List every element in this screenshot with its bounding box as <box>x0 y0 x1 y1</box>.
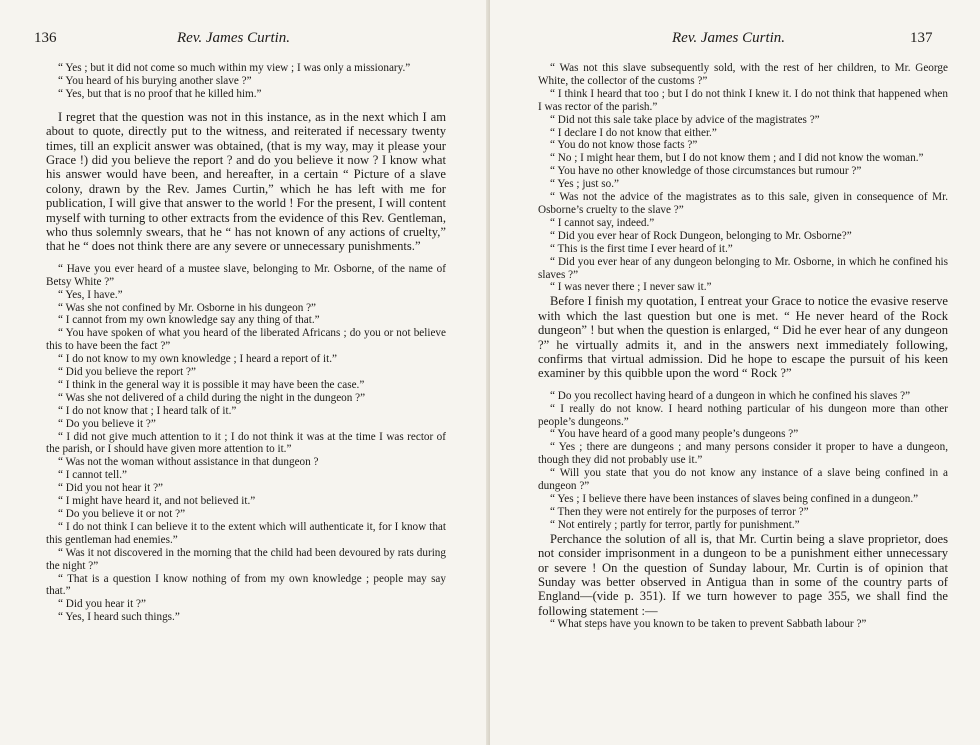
testimony-line: “ I do not know that ; I heard talk of it.” <box>58 404 237 417</box>
page-number: 136 <box>34 30 57 46</box>
testimony-line: “ Did you ever hear of any dungeon belonging to Mr. Osborne, in which he confined his slaves ?” <box>538 255 948 281</box>
testimony-line: “ Do you believe it or not ?” <box>58 508 186 520</box>
testimony-line: “ You heard of his burying another slave ?” <box>58 74 252 87</box>
testimony-line: “ Was not this slave subsequently sold, with the rest of her children, to Mr. George White, the collector of the customs ?” <box>538 62 948 87</box>
testimony-line: “ I do not think I can believe it to the extent which will authenticate it, for I know that this gentleman had enemies.” <box>46 520 446 546</box>
testimony-line: “ I did not give much attention to it ; I do not think it was at the time I was rector of the parish, or I should have given more attention to it.” <box>46 430 446 456</box>
body-paragraph: I regret that the question was not in this instance, as in the next which I am about to quote, directly put to the witness, and reiterated if necessary twenty times, till an explicit answer was obtained, (that is my way, may it please your Grace !) did you believe the report ? and do you believe it now ? I know what his answer would have been, and hereafter, in a certain “ Picture of a slave colony, drawn by the Rev. James Curtin,” which he has left with me for publication, I will give that answer to the world ! For the present, I will content myself with turning to other extracts from the evidence of this Rev. Gentleman, who thus solemnly swears, that he “ has not known of any actions of cruelty,” that he “ does not think there are any severe or unnecessary punishments.” <box>46 109 446 254</box>
body-paragraph: Perchance the solution of all is, that Mr. Curtin being a slave proprietor, does not consider imprisonment in a dungeon to be a punishment either unnecessary or severe ! On the question of Sunday labour, Mr. Curtin is of opinion that Sunday was better observed in Antigua than in some of the country parts of England—(vide p. 351). If we turn however to page 355, we shall find the following statement :— <box>538 531 948 618</box>
paragraph-spacer <box>46 101 446 110</box>
testimony-line: “ I was never there ; I never saw it.” <box>550 281 712 294</box>
testimony-line: “ Do you recollect having heard of a dungeon in which he confined his slaves ?” <box>550 389 911 402</box>
testimony-line: “ You have heard of a good many people’s dungeons ?” <box>550 428 799 441</box>
testimony-line: “ Was she not confined by Mr. Osborne in his dungeon ?” <box>58 301 317 314</box>
testimony-line: “ Did you believe the report ?” <box>58 366 196 379</box>
testimony-line: “ I think I heard that too ; but I do not think I knew it. I do not think that happened when I was rector of the parish.” <box>538 87 948 113</box>
testimony-line: “ Yes ; but it did not come so much within my view ; I was only a missionary.” <box>58 62 411 74</box>
testimony-line: “ Then they were not entirely for the purposes of terror ?” <box>550 505 809 518</box>
testimony-line: “ Was it not discovered in the morning that the child had been devoured by rats during the night ?” <box>46 546 446 572</box>
testimony-line: “ I cannot from my own knowledge say any thing of that.” <box>58 314 320 327</box>
testimony-line: “ Did you ever hear of Rock Dungeon, belonging to Mr. Osborne?” <box>550 229 852 242</box>
testimony-line: “ I think in the general way it is possible it may have been the case.” <box>58 378 365 391</box>
testimony-line: “ Do you believe it ?” <box>58 417 156 430</box>
testimony-line: “ I do not know to my own knowledge ; I heard a report of it.” <box>58 353 337 366</box>
testimony-line: “ I really do not know. I heard nothing particular of his dungeon more than other people’s dungeons.” <box>538 402 948 428</box>
page-number: 137 <box>910 30 933 46</box>
testimony-line: “ Yes ; I believe there have been instances of slaves being confined in a dungeon.” <box>550 493 919 505</box>
testimony-line: “ Was not the woman without assistance in that dungeon ? <box>58 456 319 469</box>
testimony-line: “ I cannot say, indeed.” <box>550 216 655 229</box>
testimony-line: “ Did not this sale take place by advice of the magistrates ?” <box>550 113 820 126</box>
testimony-line: “ You have no other knowledge of those circumstances but rumour ?” <box>550 165 862 178</box>
testimony-line: “ You have spoken of what you heard of the liberated Africans ; do you or not believe this to have been the fact ?” <box>46 327 446 353</box>
testimony-line: “ Have you ever heard of a mustee slave, belonging to Mr. Osborne, of the name of Betsy White ?” <box>46 262 446 288</box>
testimony-line: “ No ; I might hear them, but I do not know them ; and I did not know the woman.” <box>550 152 924 165</box>
testimony-line: “ I might have heard it, and not believed it.” <box>58 495 256 508</box>
testimony-line: “ Will you state that you do not know any instance of a slave being confined in a dungeon ?” <box>538 467 948 493</box>
testimony-line: “ That is a question I know nothing of from my own knowledge ; people may say that.” <box>46 572 446 598</box>
right-page <box>490 0 980 745</box>
running-title: Rev. James Curtin. <box>672 30 786 46</box>
left-page-body <box>46 62 446 624</box>
testimony-line: “ Yes ; there are dungeons ; and many persons consider it proper to have a dungeon, though they did not probably use it.” <box>538 441 948 467</box>
testimony-line: “ Yes, I have.” <box>58 288 123 301</box>
body-paragraph: Before I finish my quotation, I entreat your Grace to notice the evasive reserve with which the last question but one is met. “ He never heard of the Rock dungeon” ! but when the question is enlarged, “ Did he ever hear of any dungeon ?” he virtually admits it, and in the answers next immediately following, confirms that virtual admission. Did he hope to escape the pursuit of his keen examiner by this quibble upon the word “ Rock ?” <box>538 294 948 381</box>
testimony-line: “ Was she not delivered of a child during the night in the dungeon ?” <box>58 391 366 404</box>
testimony-line: “ Yes, I heard such things.” <box>58 611 180 624</box>
testimony-line: “ Not entirely ; partly for terror, partly for punishment.” <box>550 518 800 531</box>
testimony-line: “ Did you hear it ?” <box>58 598 146 611</box>
testimony-line: “ This is the first time I ever heard of it.” <box>550 242 733 255</box>
testimony-line: “ I declare I do not know that either.” <box>550 126 717 139</box>
right-page-body <box>538 62 948 631</box>
testimony-line: “ Yes ; just so.” <box>550 178 619 191</box>
testimony-line: “ Was not the advice of the magistrates as to this sale, given in consequence of Mr. Osborne’s cruelty to the slave ?” <box>538 191 948 216</box>
running-title: Rev. James Curtin. <box>177 30 291 46</box>
testimony-line: “ Yes, but that is no proof that he killed him.” <box>58 87 262 100</box>
testimony-line: “ Did you not hear it ?” <box>58 482 164 495</box>
paragraph-spacer <box>538 381 948 390</box>
testimony-line: “ You do not know those facts ?” <box>550 139 698 152</box>
testimony-line: “ What steps have you known to be taken to prevent Sabbath labour ?” <box>550 618 867 631</box>
testimony-line: “ I cannot tell.” <box>58 469 127 482</box>
paragraph-spacer <box>46 254 446 263</box>
